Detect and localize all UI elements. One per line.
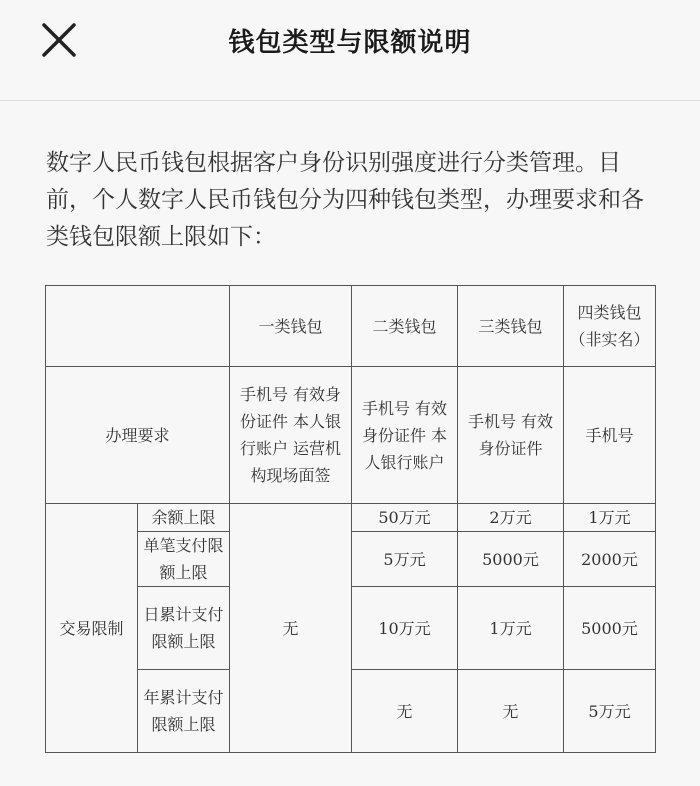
- limit-value: 2000元: [564, 532, 656, 587]
- limit-label: 单笔支付限额上限: [138, 532, 230, 587]
- limit-value: 50万元: [352, 504, 458, 532]
- page-title: 钱包类型与限额说明: [228, 28, 472, 58]
- header-bar: [0, 0, 700, 101]
- requirement-cell: 手机号: [564, 367, 656, 504]
- limit-label: 日累计支付限额上限: [138, 587, 230, 670]
- limit-value: 5万元: [564, 670, 656, 753]
- limit-value: 5000元: [458, 532, 564, 587]
- column-header: 四类钱包（非实名）: [564, 286, 656, 367]
- requirement-cell: 手机号 有效身份证件 本人银行账户: [352, 367, 458, 504]
- limit-value: 10万元: [352, 587, 458, 670]
- column-header: 一类钱包: [230, 286, 352, 367]
- column-header: 三类钱包: [458, 286, 564, 367]
- limit-label: 年累计支付限额上限: [138, 670, 230, 753]
- limit-value: 1万元: [564, 504, 656, 532]
- intro-paragraph: 数字人民币钱包根据客户身份识别强度进行分类管理。目前，个人数字人民币钱包分为四种钱包类型，办理要求和各类钱包限额上限如下：: [46, 150, 644, 250]
- limit-value: 无: [458, 670, 564, 753]
- row-header: 交易限制: [46, 504, 138, 753]
- limit-value: 无: [230, 504, 352, 753]
- row-header: 办理要求: [46, 367, 230, 504]
- limit-value: 1万元: [458, 587, 564, 670]
- corner-cell: [46, 286, 230, 367]
- column-header: 二类钱包: [352, 286, 458, 367]
- requirement-cell: 手机号 有效身份证件: [458, 367, 564, 504]
- limit-value: 5万元: [352, 532, 458, 587]
- table-row: [46, 504, 656, 532]
- limit-value: 5000元: [564, 587, 656, 670]
- limit-value: 无: [352, 670, 458, 753]
- limit-label: 余额上限: [138, 504, 230, 532]
- requirements-row: [46, 367, 656, 504]
- limit-value: 2万元: [458, 504, 564, 532]
- wallet-limits-table: [45, 285, 656, 753]
- requirement-cell: 手机号 有效身份证件 本人银行账户 运营机构现场面签: [230, 367, 352, 504]
- table-header-row: [46, 286, 656, 367]
